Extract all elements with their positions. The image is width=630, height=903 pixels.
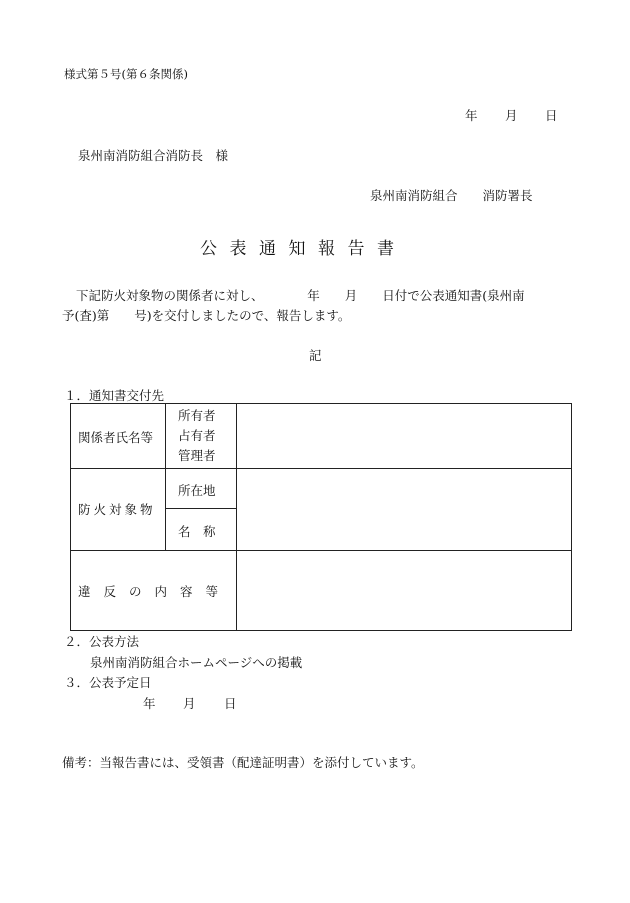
date-year-label: 年 — [465, 108, 478, 123]
section-1-heading: １．通知書交付先 — [64, 388, 165, 403]
document-title: 公表通知報告書 — [200, 239, 407, 259]
name-label: 名 称 — [178, 524, 216, 539]
remark: 備考：当報告書には、受領書（配達証明書）を添付しています。 — [62, 755, 424, 770]
publication-method: 泉州南消防組合ホームページへの掲載 — [90, 655, 303, 670]
date-day-label: 日 — [545, 108, 558, 123]
violation-content-label: 違反の内容等 — [78, 584, 232, 599]
related-party-label: 関係者氏名等 — [78, 430, 154, 445]
location-label: 所在地 — [178, 483, 216, 498]
ki-marker: 記 — [309, 348, 322, 363]
role-owner: 所有者 — [178, 408, 216, 423]
date-month-label: 月 — [505, 108, 518, 123]
addressee: 泉州南消防組合消防長 様 — [78, 148, 229, 163]
related-party-roles — [178, 406, 216, 466]
scheduled-month-label: 月 — [183, 696, 196, 711]
form-number: 様式第５号(第６条関係) — [64, 67, 188, 81]
scheduled-year-label: 年 — [143, 696, 156, 711]
section-2-heading: ２．公表方法 — [64, 634, 140, 649]
sender: 泉州南消防組合 消防署長 — [370, 188, 533, 203]
role-occupant: 占有者 — [178, 428, 216, 443]
scheduled-day-label: 日 — [224, 696, 237, 711]
body-text-line-2: 予(査)第 号)を交付しましたので、報告します。 — [62, 308, 351, 323]
role-manager: 管理者 — [178, 448, 216, 463]
body-text-line-1: 下記防火対象物の関係者に対し、 年 月 日付で公表通知書(泉州南 — [76, 288, 525, 303]
fire-object-label: 防火対象物 — [78, 502, 156, 517]
section-3-heading: ３．公表予定日 — [64, 675, 152, 690]
